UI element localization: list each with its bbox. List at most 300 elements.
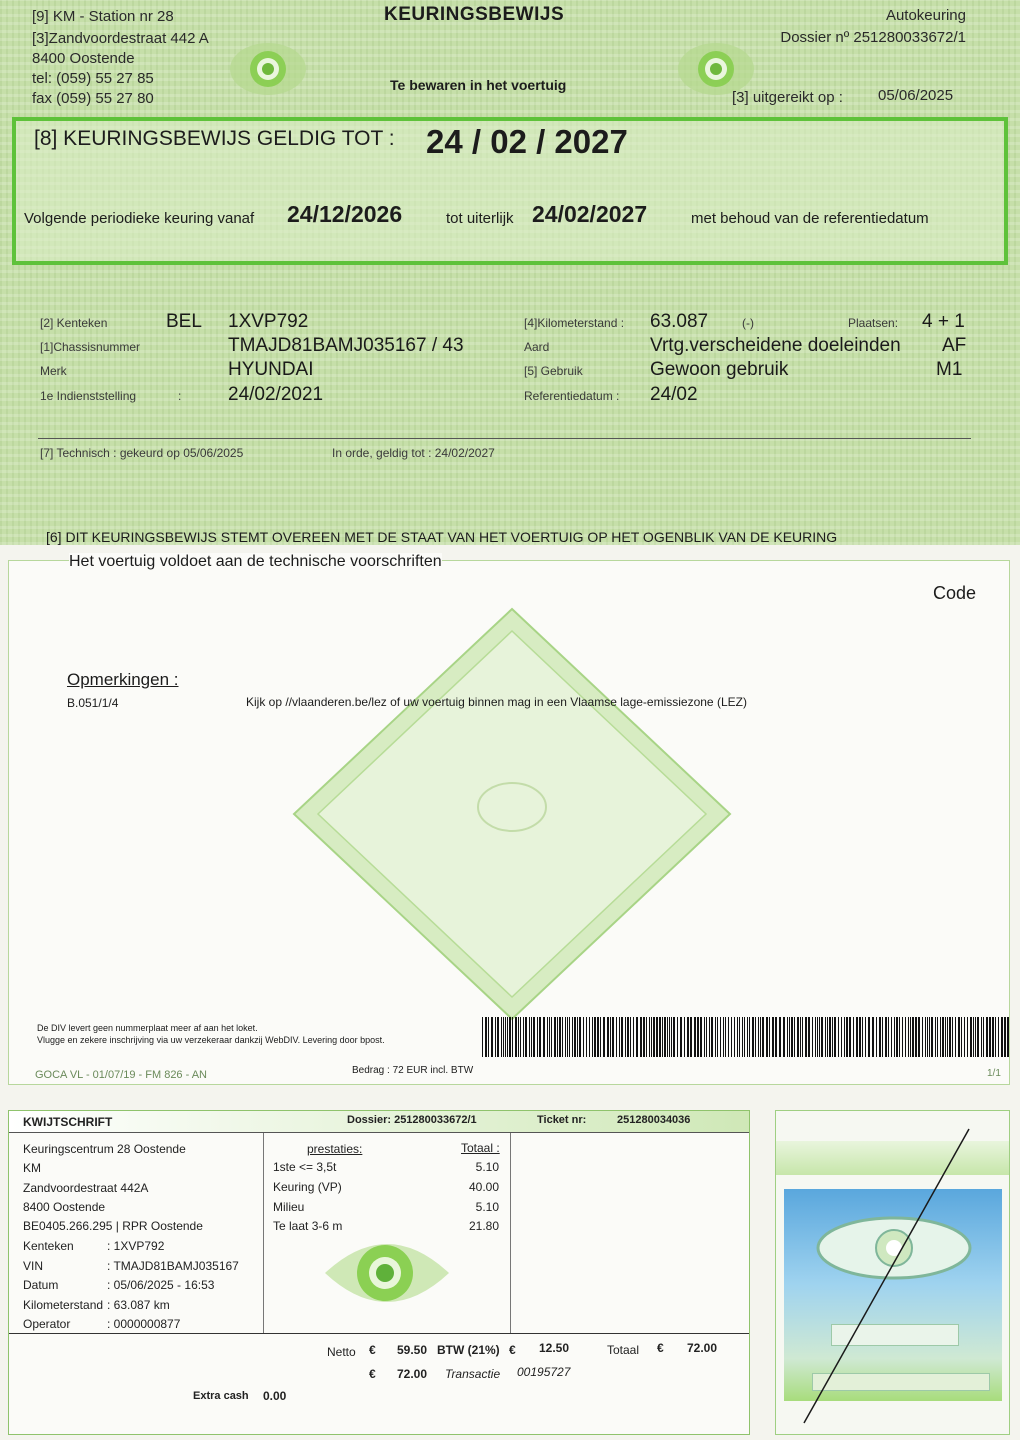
barcode-bar (961, 1017, 962, 1057)
barcode-bar (677, 1017, 678, 1057)
barcode-bar (711, 1017, 713, 1057)
barcode-bar (802, 1017, 803, 1057)
total-header: Totaal : (461, 1141, 500, 1155)
barcode-bar (662, 1017, 663, 1057)
barcode-bar (640, 1017, 642, 1057)
barcode-bar (989, 1017, 991, 1057)
barcode-bar (915, 1017, 917, 1057)
barcode-bar (955, 1017, 956, 1057)
barcode-bar (531, 1017, 532, 1057)
barcode-bar (659, 1017, 661, 1057)
barcode-bar (975, 1017, 976, 1057)
barcode-bar (894, 1017, 895, 1057)
barcode-bar (646, 1017, 647, 1057)
barcode-bar (523, 1017, 524, 1057)
barcode-bar (896, 1017, 898, 1057)
info-label: Datum (23, 1278, 59, 1292)
barcode-bar (834, 1017, 836, 1057)
service-amount: 5.10 (475, 1160, 499, 1174)
barcode-bar (512, 1017, 513, 1057)
barcode-bar (925, 1017, 926, 1057)
totals-divider (9, 1333, 749, 1334)
barcode-bar (766, 1017, 768, 1057)
barcode-bar (825, 1017, 826, 1057)
barcode (482, 1017, 1014, 1057)
services-header: prestaties: (307, 1142, 363, 1156)
barcode-bar (621, 1017, 623, 1057)
barcode-bar (998, 1017, 999, 1057)
info-value: : TMAJD81BAMJ035167 (107, 1258, 239, 1273)
kind-value: Vrtg.verscheidene doeleinden (650, 335, 901, 356)
barcode-bar (533, 1017, 535, 1057)
barcode-bar (821, 1017, 823, 1057)
barcode-bar (549, 1017, 550, 1057)
barcode-bar (859, 1017, 861, 1057)
service-label: Te laat 3-6 m (273, 1219, 343, 1233)
barcode-bar (491, 1017, 493, 1057)
km-label: [4]Kilometerstand : (524, 316, 625, 330)
receipt-vat: BE0405.266.295 | RPR Oostende (23, 1219, 203, 1233)
certificate-top (0, 0, 1020, 545)
seats-value: 4 + 1 (922, 311, 965, 332)
barcode-bar (940, 1017, 941, 1057)
service-amount: 5.10 (475, 1200, 499, 1214)
barcode-bar (752, 1017, 754, 1057)
barcode-bar (791, 1017, 793, 1057)
barcode-bar (625, 1017, 626, 1057)
plate-value: 1XVP792 (228, 311, 309, 332)
remark-text: Kijk op //vlaanderen.be/lez of uw voertuig binnen mag in een Vlaamse lage-emissiezone (LEZ) (246, 695, 747, 709)
info-label: VIN (23, 1258, 44, 1273)
km-value: 63.087 (650, 311, 709, 332)
euro-sign: € (369, 1343, 376, 1357)
info-value: : 63.087 km (107, 1297, 170, 1312)
barcode-bar (559, 1017, 561, 1057)
barcode-bar (567, 1017, 568, 1057)
barcode-bar (981, 1017, 982, 1057)
barcode-bar (849, 1017, 851, 1057)
station-tel: tel: (059) 55 27 85 (32, 70, 154, 87)
issued-label: [3] uitgereikt op : (732, 89, 843, 106)
barcode-bar (918, 1017, 920, 1057)
info-value: : 05/06/2025 - 16:53 (107, 1278, 215, 1292)
barcode-bar (497, 1017, 499, 1057)
statement-line-1: [6] DIT KEURINGSBEWIJS STEMT OVEREEN MET DE STAAT VAN HET VOERTUIG OP HET OGENBLIK VAN DE KEURING (46, 529, 838, 545)
barcode-bar (673, 1017, 675, 1057)
receipt-info (23, 1239, 263, 1337)
barcode-bar (808, 1017, 810, 1057)
technical-label: [7] Technisch : gekeurd op 05/06/2025 (40, 446, 244, 460)
next-inspection-suffix: met behoud van de referentiedatum (691, 210, 929, 227)
barcode-bar (910, 1017, 911, 1057)
barcode-bar (649, 1017, 650, 1057)
station-fax: fax (059) 55 27 80 (32, 90, 154, 107)
plate-country: BEL (166, 311, 202, 332)
dossier-number: Dossier nº 251280033672/1 (780, 29, 966, 46)
service-amount: 21.80 (468, 1219, 499, 1233)
barcode-bar (723, 1017, 724, 1057)
document-subtitle: Te bewaren in het voertuig (390, 77, 567, 93)
barcode-bar (789, 1017, 790, 1057)
barcode-bar (687, 1017, 689, 1057)
barcode-bar (507, 1017, 508, 1057)
code-label: Code (933, 583, 977, 603)
use-code: M1 (936, 359, 963, 380)
certificate-body (8, 553, 1010, 1085)
barcode-bar (992, 1017, 994, 1057)
kind-label: Aard (524, 340, 550, 354)
barcode-bar (805, 1017, 807, 1057)
barcode-bar (800, 1017, 801, 1057)
barcode-bar (569, 1017, 570, 1057)
barcode-bar (942, 1017, 944, 1057)
barcode-bar (619, 1017, 620, 1057)
validity-date: 24 / 02 / 2027 (426, 123, 628, 160)
barcode-bar (610, 1017, 611, 1057)
barcode-bar (779, 1017, 781, 1057)
barcode-bar (704, 1017, 705, 1057)
barcode-bar (627, 1017, 629, 1057)
info-value: : 0000000877 (107, 1317, 181, 1331)
barcode-bar (482, 1017, 483, 1057)
barcode-bar (684, 1017, 685, 1057)
barcode-bar (589, 1017, 590, 1057)
next-inspection-mid: tot uiterlijk (446, 210, 514, 227)
info-row (23, 1278, 263, 1298)
chassis-label: [1]Chassisnummer (40, 340, 141, 354)
barcode-bar (586, 1017, 587, 1057)
barcode-bar (501, 1017, 502, 1057)
info-label: Kilometerstand (23, 1297, 104, 1312)
barcode-bar (600, 1017, 601, 1057)
info-value: : 1XVP792 (107, 1239, 165, 1253)
barcode-bar (577, 1017, 578, 1057)
barcode-bar (1007, 1017, 1009, 1057)
use-value: Gewoon gebruik (650, 359, 789, 380)
barcode-bar (838, 1017, 839, 1057)
barcode-bar (749, 1017, 750, 1057)
service-label: 1ste <= 3,5t (273, 1160, 337, 1174)
column-divider (263, 1133, 264, 1333)
receipt-city: 8400 Oostende (23, 1200, 106, 1214)
barcode-bar (755, 1017, 756, 1057)
barcode-bar (680, 1017, 682, 1057)
barcode-bar (651, 1017, 652, 1057)
barcode-bar (794, 1017, 795, 1057)
inspection-type: Autokeuring (885, 7, 966, 24)
barcode-bar (844, 1017, 845, 1057)
barcode-bar (700, 1017, 702, 1057)
barcode-bar (633, 1017, 634, 1057)
chassis-value: TMAJD81BAMJ035167 / 43 (228, 335, 464, 356)
seats-label: Plaatsen: (848, 316, 899, 330)
barcode-bar (562, 1017, 563, 1057)
netto-value: 59.50 (397, 1343, 428, 1357)
barcode-bar (485, 1017, 487, 1057)
column-divider (510, 1133, 511, 1333)
barcode-bar (853, 1017, 854, 1057)
receipt-ticket-number: 251280034036 (617, 1114, 691, 1126)
barcode-bar (597, 1017, 599, 1057)
netto-label: Netto (327, 1345, 356, 1359)
barcode-bar (671, 1017, 672, 1057)
barcode-bar (819, 1017, 820, 1057)
div-notice-1: De DIV levert geen nummerplaat meer af aan het loket. (37, 1023, 258, 1033)
barcode-bar (927, 1017, 928, 1057)
info-label: Kenteken (23, 1239, 74, 1253)
barcode-bar (935, 1017, 936, 1057)
receipt-header (9, 1111, 749, 1133)
barcode-bar (760, 1017, 761, 1057)
barcode-bar (829, 1017, 831, 1057)
barcode-bar (717, 1017, 718, 1057)
euro-sign: € (509, 1343, 516, 1357)
barcode-bar (488, 1017, 489, 1057)
barcode-bar (958, 1017, 960, 1057)
barcode-bar (690, 1017, 692, 1057)
reference-value: 24/02 (650, 384, 698, 405)
barcode-bar (817, 1017, 818, 1057)
barcode-bar (720, 1017, 721, 1057)
barcode-bar (734, 1017, 735, 1057)
barcode-bar (908, 1017, 909, 1057)
technical-valid: In orde, geldig tot : 24/02/2027 (332, 446, 495, 460)
extra-cash-label: Extra cash (193, 1390, 249, 1402)
receipt-ticket-label: Ticket nr: (537, 1114, 587, 1126)
barcode-bar (931, 1017, 933, 1057)
amount-text: Bedrag : 72 EUR incl. BTW (352, 1065, 474, 1076)
barcode-bar (879, 1017, 881, 1057)
issued-date: 05/06/2025 (878, 87, 954, 104)
barcode-bar (515, 1017, 517, 1057)
barcode-bar (964, 1017, 965, 1057)
barcode-bar (694, 1017, 696, 1057)
barcode-bar (899, 1017, 900, 1057)
paid-value: 72.00 (397, 1367, 428, 1381)
info-label: Operator (23, 1317, 71, 1331)
barcode-bar (669, 1017, 670, 1057)
receipt (8, 1110, 750, 1435)
barcode-bar (983, 1017, 984, 1057)
barcode-bar (583, 1017, 584, 1057)
barcode-bar (525, 1017, 527, 1057)
barcode-bar (697, 1017, 699, 1057)
barcode-bar (876, 1017, 877, 1057)
barcode-bar (952, 1017, 953, 1057)
validity-label: [8] KEURINGSBEWIJS GELDIG TOT : (34, 127, 395, 150)
barcode-bar (772, 1017, 774, 1057)
barcode-bar (905, 1017, 906, 1057)
barcode-bar (509, 1017, 511, 1057)
barcode-bar (885, 1017, 887, 1057)
barcode-bar (557, 1017, 558, 1057)
receipt-center: Keuringscentrum 28 Oostende (23, 1142, 186, 1156)
barcode-bar (503, 1017, 504, 1057)
transaction-value: 00195727 (517, 1365, 571, 1379)
divider (38, 438, 971, 439)
barcode-bar (856, 1017, 858, 1057)
barcode-bar (832, 1017, 833, 1057)
page-number: 1/1 (987, 1068, 1001, 1079)
first-registration-colon: : (178, 389, 182, 403)
service-label: Keuring (VP) (273, 1180, 342, 1194)
barcode-bar (888, 1017, 889, 1057)
barcode-bar (929, 1017, 930, 1057)
kind-code: AF (942, 335, 967, 356)
barcode-bar (594, 1017, 596, 1057)
barcode-bar (841, 1017, 842, 1057)
barcode-bar (529, 1017, 530, 1057)
barcode-bar (882, 1017, 883, 1057)
barcode-bar (543, 1017, 545, 1057)
barcode-bar (539, 1017, 541, 1057)
barcode-bar (706, 1017, 707, 1057)
service-amount: 40.00 (468, 1180, 499, 1194)
barcode-bar (949, 1017, 951, 1057)
barcode-bar (797, 1017, 799, 1057)
barcode-bar (922, 1017, 923, 1057)
total-value: 72.00 (687, 1341, 718, 1355)
barcode-bar (747, 1017, 748, 1057)
remark-code: B.051/1/4 (67, 696, 119, 710)
euro-sign: € (369, 1367, 376, 1381)
barcode-bar (902, 1017, 903, 1057)
info-row (23, 1298, 263, 1318)
euro-sign: € (657, 1341, 664, 1355)
receipt-title: KWIJTSCHRIFT (23, 1115, 113, 1129)
barcode-bar (937, 1017, 938, 1057)
barcode-bar (537, 1017, 538, 1057)
receipt-street: Zandvoordestraat 442A (23, 1181, 149, 1195)
barcode-bar (891, 1017, 892, 1057)
first-registration-value: 24/02/2021 (228, 384, 324, 405)
reference-label: Referentiedatum : (524, 389, 620, 403)
total-label: Totaal (607, 1343, 640, 1357)
station-city: 8400 Oostende (32, 50, 135, 67)
barcode-bar (731, 1017, 732, 1057)
barcode-bar (579, 1017, 581, 1057)
validity-box (12, 117, 1008, 265)
barcode-bar (812, 1017, 813, 1057)
remarks-title: Opmerkingen : (67, 670, 179, 689)
barcode-bar (495, 1017, 496, 1057)
barcode-bar (607, 1017, 609, 1057)
receipt-dossier: Dossier: 251280033672/1 (347, 1114, 477, 1126)
barcode-bar (715, 1017, 716, 1057)
barcode-bar (973, 1017, 974, 1057)
barcode-bar (574, 1017, 576, 1057)
barcode-bar (787, 1017, 788, 1057)
brand-value: HYUNDAI (228, 359, 314, 380)
km-mark: (-) (742, 316, 754, 330)
barcode-bar (520, 1017, 521, 1057)
barcode-bar (865, 1017, 866, 1057)
document-title: KEURINGSBEWIJS (384, 4, 565, 25)
barcode-bar (612, 1017, 614, 1057)
div-notice-2: Vlugge en zekere inschrijving via uw verzekeraar dankzij WebDIV. Levering door bpost. (37, 1035, 385, 1045)
barcode-bar (945, 1017, 946, 1057)
barcode-bar (572, 1017, 573, 1057)
barcode-bar (783, 1017, 785, 1057)
stub-panel (775, 1110, 1010, 1435)
barcode-bar (630, 1017, 631, 1057)
barcode-bar (872, 1017, 874, 1057)
barcode-bar (505, 1017, 506, 1057)
barcode-bar (592, 1017, 593, 1057)
plate-label: [2] Kenteken (40, 316, 108, 330)
barcode-bar (769, 1017, 770, 1057)
barcode-bar (977, 1017, 979, 1057)
extra-cash-value: 0.00 (263, 1389, 287, 1403)
barcode-bar (742, 1017, 743, 1057)
barcode-bar (551, 1017, 552, 1057)
transaction-label: Transactie (445, 1367, 501, 1381)
barcode-bar (1001, 1017, 1003, 1057)
barcode-bar (1004, 1017, 1006, 1057)
barcode-bar (547, 1017, 548, 1057)
barcode-bar (868, 1017, 870, 1057)
station-name: [9] KM - Station nr 28 (32, 8, 174, 25)
diamond-watermark-icon (292, 607, 732, 1021)
receipt-company: KM (23, 1161, 41, 1175)
barcode-bar (970, 1017, 972, 1057)
form-reference: GOCA VL - 01/07/19 - FM 826 - AN (35, 1069, 207, 1081)
btw-label: BTW (21%) (437, 1343, 500, 1357)
barcode-bar (846, 1017, 848, 1057)
info-row (23, 1259, 263, 1279)
btw-value: 12.50 (539, 1341, 570, 1355)
use-label: [5] Gebruik (524, 364, 583, 378)
barcode-bar (725, 1017, 726, 1057)
barcode-bar (518, 1017, 519, 1057)
barcode-bar (636, 1017, 638, 1057)
barcode-bar (565, 1017, 566, 1057)
barcode-bar (986, 1017, 988, 1057)
barcode-bar (709, 1017, 710, 1057)
barcode-bar (737, 1017, 738, 1057)
barcode-bar (656, 1017, 658, 1057)
barcode-bar (603, 1017, 605, 1057)
barcode-bar (554, 1017, 556, 1057)
first-registration-label: 1e Indienststelling (40, 389, 137, 403)
cross-out-line (776, 1111, 1011, 1436)
service-label: Milieu (273, 1200, 305, 1214)
barcode-bar (815, 1017, 816, 1057)
barcode-bar (912, 1017, 914, 1057)
station-address: [3]Zandvoordestraat 442 A (32, 30, 209, 47)
barcode-bar (947, 1017, 948, 1057)
barcode-bar (667, 1017, 668, 1057)
barcode-bar (744, 1017, 745, 1057)
barcode-bar (758, 1017, 759, 1057)
barcode-bar (862, 1017, 863, 1057)
barcode-bar (664, 1017, 666, 1057)
barcode-bar (967, 1017, 968, 1057)
barcode-bar (762, 1017, 764, 1057)
barcode-bar (653, 1017, 655, 1057)
barcode-bar (739, 1017, 740, 1057)
barcode-bar (775, 1017, 777, 1057)
barcode-bar (728, 1017, 729, 1057)
eye-logo-icon (321, 1229, 453, 1317)
brand-label: Merk (40, 364, 67, 378)
info-row (23, 1239, 263, 1259)
eye-logo-icon (228, 38, 308, 100)
statement-line-2: Het voertuig voldoet aan de technische voorschriften (69, 553, 442, 570)
barcode-bar (616, 1017, 617, 1057)
next-inspection-from: 24/12/2026 (287, 201, 403, 227)
barcode-bar (643, 1017, 645, 1057)
